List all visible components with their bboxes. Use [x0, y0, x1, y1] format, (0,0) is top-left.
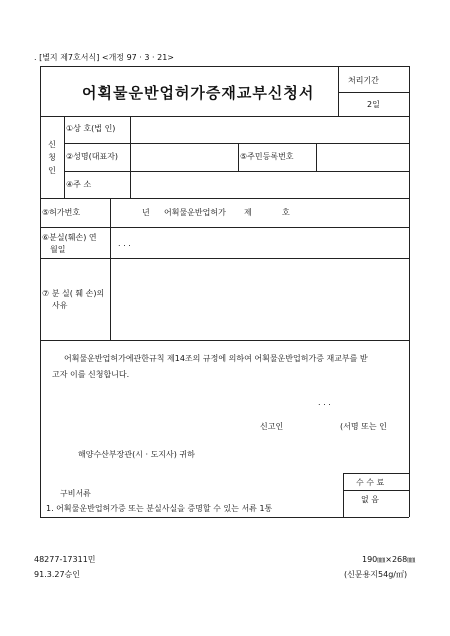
recipient-text: 해양수산부장관(시 · 도지사) 귀하 — [78, 450, 195, 459]
permit-number-field[interactable] — [112, 200, 407, 226]
applicant-section-label: 신 청 인 — [48, 140, 56, 175]
permit-business-text: 어획물운반업허가 — [164, 208, 226, 217]
loss-date-field[interactable] — [112, 229, 407, 256]
loss-date-label: ⑥분실(훼손) 연 — [42, 233, 97, 242]
permit-number-label: ⑤허가번호 — [42, 208, 81, 217]
permit-je-text: 제 — [244, 208, 252, 217]
applicant-name-field[interactable] — [288, 418, 336, 434]
form-reference: . [별지 제7호서식] <개정 97 · 3 · 21> — [34, 53, 174, 62]
fee-label: 수 수 료 — [356, 478, 385, 487]
fee-value: 없 음 — [361, 495, 379, 504]
application-date: . . . — [318, 398, 331, 407]
address-label: ④주 소 — [66, 180, 92, 189]
address-field[interactable] — [132, 173, 407, 197]
declaration-line1: 어획물운반업허가에관한규칙 제14조의 규정에 의하여 어획물운반업허가증 재교부를 받 — [64, 354, 368, 363]
applicant-signature-label: 신고인 — [260, 422, 284, 431]
required-document-item: 1. 어획물운반업허가증 또는 분실사실을 증명할 수 있는 서류 1통 — [46, 504, 273, 513]
processing-period-value: 2일 — [367, 100, 380, 109]
representative-name-label: ②성명(대표자) — [66, 152, 119, 161]
footer-approval-date: 91.3.27승인 — [34, 570, 80, 579]
permit-year-text: 년 — [142, 208, 150, 217]
loss-date-label-line2: 월일 — [50, 245, 66, 254]
declaration-line2: 고자 이를 신청합니다. — [52, 370, 130, 379]
signature-or-seal-text: (서명 또는 인 — [340, 422, 387, 431]
permit-ho-text: 호 — [282, 208, 290, 217]
form-title: 어획물운반업허가증재교부신청서 — [82, 84, 315, 102]
resident-number-label: ⑤주민등록번호 — [240, 152, 294, 161]
loss-reason-label: ⑦ 분 실( 훼 손)의 — [42, 289, 105, 298]
trade-name-field[interactable] — [132, 118, 407, 142]
trade-name-label: ①상 호(법 인) — [66, 124, 116, 133]
loss-reason-field[interactable] — [112, 260, 407, 338]
footer-paper-type: (신문용지54g/㎡) — [344, 570, 408, 579]
resident-number-field[interactable] — [318, 145, 407, 169]
footer-paper-size: 190㎜×268㎜ — [362, 555, 416, 564]
loss-date-dots: . . . — [118, 239, 131, 248]
processing-period-label: 처리기간 — [348, 76, 379, 85]
footer-approval-number: 48277-17311민 — [34, 555, 96, 564]
representative-name-field[interactable] — [132, 145, 236, 169]
required-documents-label: 구비서류 — [60, 489, 91, 498]
loss-reason-label-line2: 사유 — [52, 301, 68, 310]
